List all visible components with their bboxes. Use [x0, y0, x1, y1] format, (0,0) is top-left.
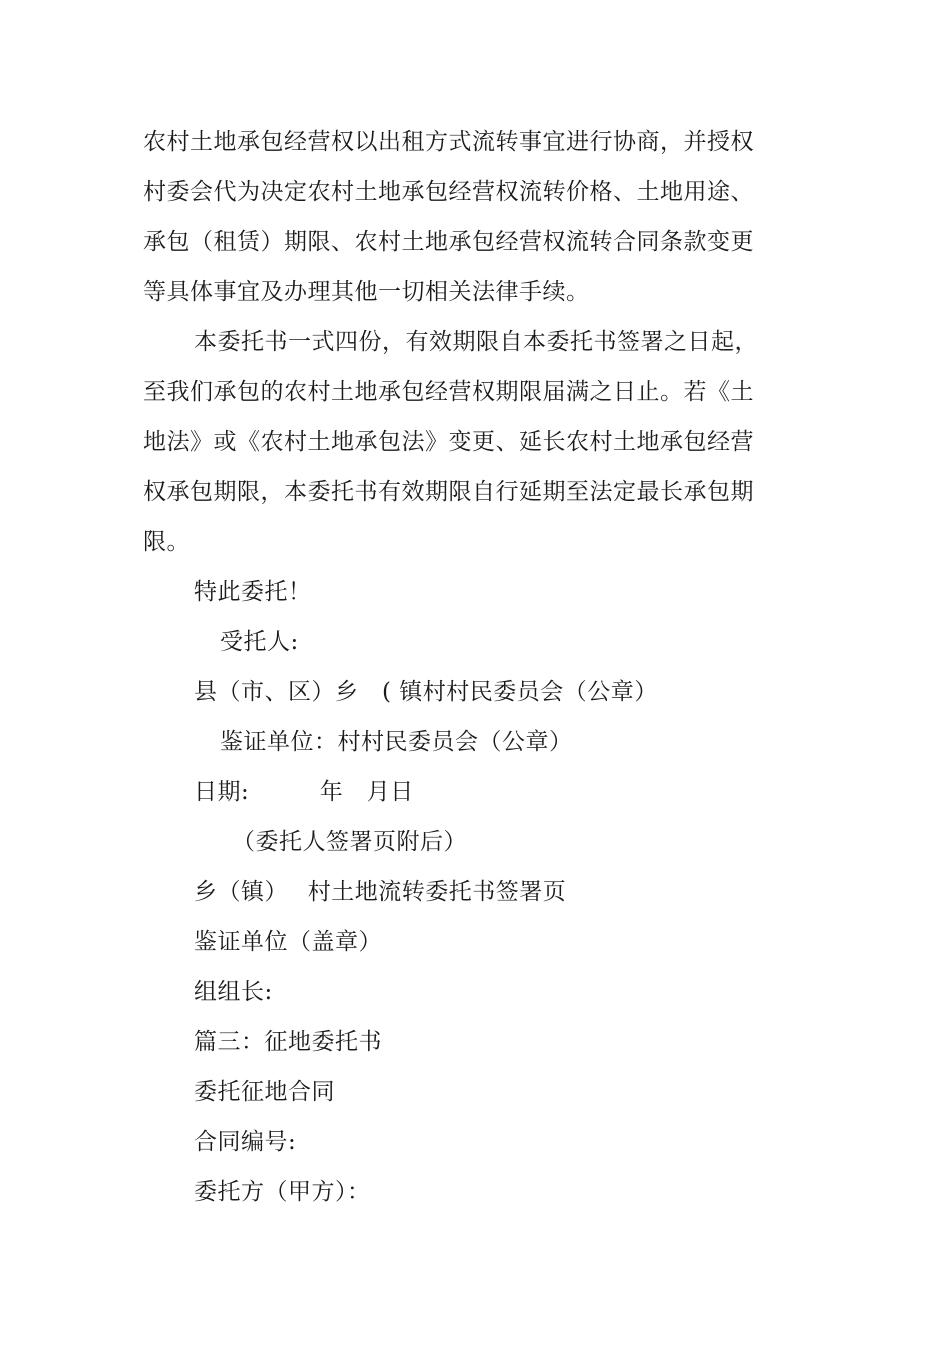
date-line: 日期: 年 月日: [194, 779, 414, 805]
group-leader-line: 组组长:: [194, 979, 273, 1005]
paragraph-2-line-3: 地法》或《农村土地承包法》变更、延长农村土地承包经营: [143, 429, 754, 455]
paragraph-1-line-1: 农村土地承包经营权以出租方式流转事宜进行协商，并授权: [143, 129, 754, 155]
principal-line: 委托方（甲方）：: [194, 1179, 371, 1205]
paragraph-2-line-2: 至我们承包的农村土地承包经营权期限届满之日止。若《土: [143, 379, 754, 405]
paragraph-2-line-4: 权承包期限，本委托书有效期限自行延期至法定最长承包期: [143, 479, 754, 505]
section-title: 篇三：征地委托书: [194, 1029, 382, 1055]
trustee-label: 受托人:: [220, 629, 299, 655]
paragraph-1-line-4: 等具体事宜及办理其他一切相关法律手续。: [143, 279, 590, 305]
paragraph-2-line-5: 限。: [143, 529, 190, 555]
witness-seal-line: 鉴证单位（盖章）: [194, 929, 382, 955]
village-committee-line: 县（市、区）乡 ( 镇村村民委员会（公章）: [194, 679, 658, 705]
contract-number-line: 合同编号:: [194, 1129, 297, 1155]
closing-text: 特此委托！: [194, 579, 312, 605]
contract-title: 委托征地合同: [194, 1079, 335, 1105]
paragraph-1-line-3: 承包（租赁）期限、农村土地承包经营权流转合同条款变更: [143, 229, 754, 255]
signature-page-title: 乡（镇） 村土地流转委托书签署页: [194, 879, 567, 905]
paragraph-1-line-2: 村委会代为决定农村土地承包经营权流转价格、土地用途、: [143, 179, 754, 205]
signature-note: （委托人签署页附后）: [232, 829, 467, 855]
witness-unit-line: 鉴证单位：村村民委员会（公章）: [220, 729, 573, 755]
paragraph-2-line-1: 本委托书一式四份，有效期限自本委托书签署之日起，: [194, 329, 758, 355]
